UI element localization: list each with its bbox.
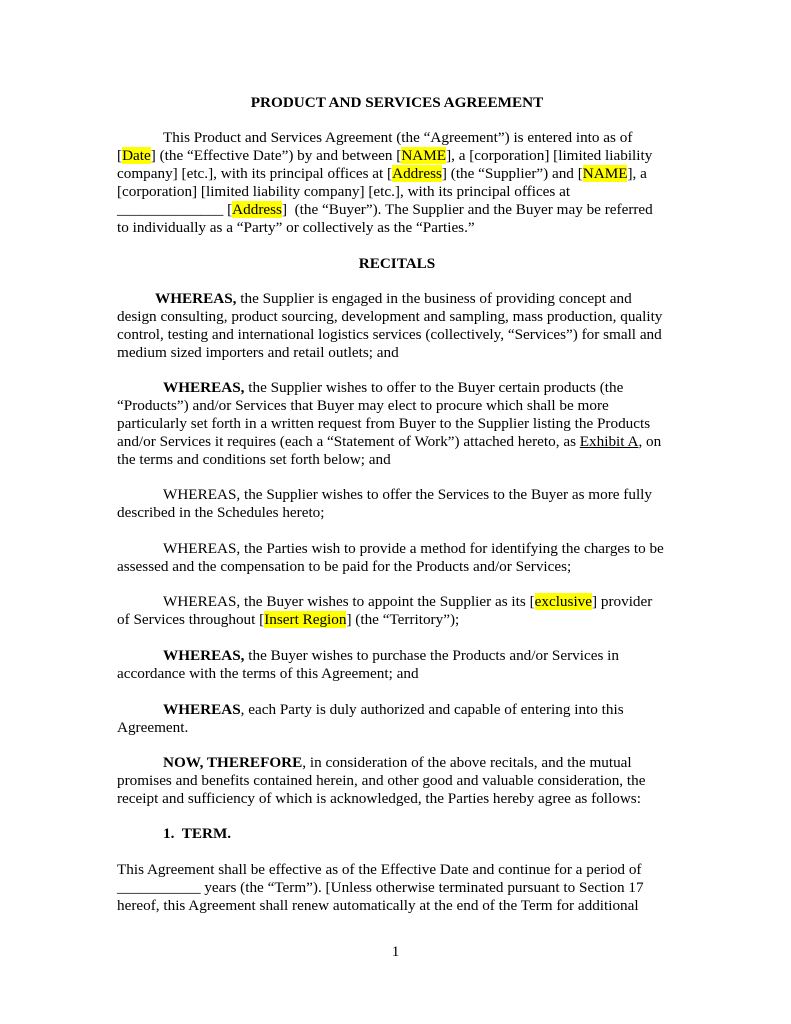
section-line: ___________ years (the “Term”). [Unless otherwise terminated pursuant to Section 17 bbox=[117, 879, 644, 896]
recital-line bbox=[163, 379, 623, 397]
whereas-lead: WHEREAS, bbox=[163, 379, 245, 396]
text-run: ] (the “Effective Date”) by and between [ bbox=[150, 147, 402, 164]
recital-line: particularly set forth in a written request from Buyer to the Supplier listing the Products bbox=[117, 415, 651, 432]
text-run: ], a [corporation] [limited liability bbox=[446, 147, 653, 164]
address-placeholder: Address bbox=[392, 165, 442, 182]
region-placeholder: Insert Region bbox=[264, 611, 347, 628]
text-run: ] (the “Buyer”). The Supplier and the Buyer may be referred bbox=[281, 201, 653, 218]
recital-line: design consulting, product sourcing, development and sampling, mass production, quality bbox=[117, 308, 663, 325]
address-placeholder: Address bbox=[232, 201, 282, 218]
exclusive-placeholder: exclusive bbox=[534, 593, 592, 610]
recital-line bbox=[163, 701, 624, 719]
recital-line bbox=[117, 611, 459, 629]
whereas-lead: WHEREAS, bbox=[155, 290, 237, 307]
text-run: the Supplier is engaged in the business of providing concept and bbox=[236, 290, 632, 307]
recital-line: the terms and conditions set forth below; and bbox=[117, 451, 391, 468]
recital-line: WHEREAS, the Supplier wishes to offer the Services to the Buyer as more fully bbox=[163, 486, 652, 503]
recital-line: receipt and sufficiency of which is acknowledged, the Parties hereby agree as follows: bbox=[117, 790, 641, 807]
recital-line: WHEREAS, the Parties wish to provide a method for identifying the charges to be bbox=[163, 540, 664, 557]
section-line: hereof, this Agreement shall renew automatically at the end of the Term for additional bbox=[117, 897, 639, 914]
recital-line bbox=[163, 647, 619, 665]
now-therefore-lead: NOW, THEREFORE bbox=[163, 754, 303, 771]
text-run: company] [etc.], with its principal offices at [ bbox=[117, 165, 393, 182]
intro-line: This Product and Services Agreement (the “Agreement”) is entered into as of bbox=[163, 129, 633, 146]
text-run: [ bbox=[117, 147, 123, 164]
recital-line bbox=[163, 754, 632, 772]
name-placeholder: NAME bbox=[582, 165, 628, 182]
whereas-lead: WHEREAS bbox=[163, 701, 241, 718]
recital-line: Agreement. bbox=[117, 719, 189, 736]
text-run: ] provider bbox=[592, 593, 653, 610]
text-run: WHEREAS, the Buyer wishes to appoint the Supplier as its [ bbox=[163, 593, 535, 610]
recital-line: described in the Schedules hereto; bbox=[117, 504, 325, 521]
name-placeholder: NAME bbox=[401, 147, 447, 164]
document-title: PRODUCT AND SERVICES AGREEMENT bbox=[250, 94, 544, 111]
text-run: , in consideration of the above recitals, and the mutual bbox=[302, 754, 632, 771]
intro-line: [corporation] [limited liability company] [etc.], with its principal offices at bbox=[117, 183, 571, 200]
text-run: , each Party is duly authorized and capable of entering into this bbox=[240, 701, 624, 718]
text-run: , on bbox=[638, 433, 662, 450]
recital-line: control, testing and international logistics services (collectively, “Services”) for small and bbox=[117, 326, 662, 343]
text-run: ], a bbox=[627, 165, 647, 182]
text-run: the Buyer wishes to purchase the Products and/or Services in bbox=[244, 647, 619, 664]
exhibit-a-reference: Exhibit A bbox=[579, 433, 639, 450]
intro-line bbox=[117, 201, 653, 219]
section-number: 1. bbox=[163, 825, 175, 842]
recital-line bbox=[163, 593, 652, 611]
whereas-lead: WHEREAS, bbox=[163, 647, 245, 664]
recitals-heading: RECITALS bbox=[358, 255, 436, 272]
text-run: the Supplier wishes to offer to the Buyer certain products (the bbox=[244, 379, 624, 396]
text-run: and/or Services it requires (each a “Statement of Work”) attached hereto, as bbox=[117, 433, 580, 450]
section-line: This Agreement shall be effective as of the Effective Date and continue for a period of bbox=[117, 861, 642, 878]
recital-line: accordance with the terms of this Agreement; and bbox=[117, 665, 419, 682]
intro-line bbox=[117, 165, 647, 183]
intro-line bbox=[117, 147, 652, 165]
date-placeholder: Date bbox=[122, 147, 151, 164]
page-number: 1 bbox=[391, 943, 400, 960]
text-run: ] (the “Territory”); bbox=[346, 611, 460, 628]
section-heading-term bbox=[163, 825, 231, 843]
recital-line: medium sized importers and retail outlets; and bbox=[117, 344, 399, 361]
recital-line bbox=[117, 433, 661, 451]
section-heading-text: TERM. bbox=[181, 825, 232, 842]
recital-line bbox=[155, 290, 632, 308]
text-run: ______________ [ bbox=[117, 201, 233, 218]
intro-line: to individually as a “Party” or collectively as the “Parties.” bbox=[117, 219, 475, 236]
recital-line: “Products”) and/or Services that Buyer may elect to procure which shall be more bbox=[117, 397, 609, 414]
text-run: ] (the “Supplier”) and [ bbox=[441, 165, 583, 182]
recital-line: promises and benefits contained herein, and other good and valuable consideration, the bbox=[117, 772, 646, 789]
text-run: of Services throughout [ bbox=[117, 611, 265, 628]
recital-line: assessed and the compensation to be paid for the Products and/or Services; bbox=[117, 558, 572, 575]
